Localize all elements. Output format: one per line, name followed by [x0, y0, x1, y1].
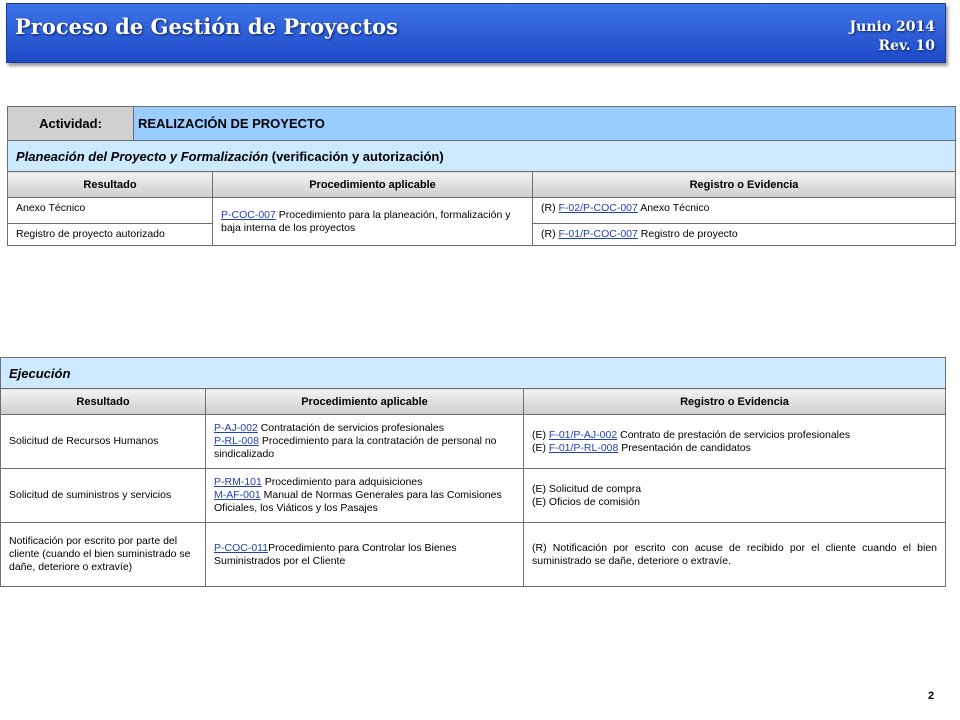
table-row	[1, 523, 946, 587]
column-header-result: Resultado	[8, 172, 213, 198]
procedure-cell	[213, 198, 533, 246]
date-label: Junio 2014	[849, 19, 935, 35]
procedure-link[interactable]: P-RM-101	[214, 476, 262, 488]
table-row	[8, 198, 956, 224]
procedure-line	[214, 489, 515, 515]
procedure-text: Procedimiento para la contratación de personal no sindicalizado	[214, 435, 497, 460]
procedure-link[interactable]: P-COC-007	[221, 208, 276, 221]
procedure-text: Manual de Normas Generales para las Comisiones Oficiales, los Viáticos y los Pasajes	[214, 489, 502, 514]
result-cell: Notificación por escrito por parte del cliente (cuando el bien suministrado se dañe, deteriore o extravíe)	[1, 523, 206, 587]
execution-column-headers	[1, 389, 946, 415]
planning-phase-header	[8, 141, 956, 172]
evidence-line	[532, 442, 937, 455]
evidence-line: (E) Oficios de comisión	[532, 495, 640, 508]
procedure-cell	[206, 415, 524, 469]
procedure-text: Contratación de servicios profesionales	[257, 422, 444, 434]
evidence-cell	[524, 415, 946, 469]
execution-phase-header	[1, 358, 946, 389]
procedure-cell	[206, 469, 524, 523]
column-header-evidence: Registro o Evidencia	[533, 172, 956, 198]
column-header-procedure: Procedimiento aplicable	[213, 172, 533, 198]
evidence-link[interactable]: F-01/P-RL-008	[548, 441, 619, 454]
procedure-cell	[206, 523, 524, 587]
evidence-line	[532, 429, 937, 442]
revision-label: Rev. 10	[878, 38, 935, 54]
evidence-cell	[533, 224, 956, 246]
result-cell: Registro de proyecto autorizado	[8, 224, 213, 246]
evidence-cell	[533, 198, 956, 224]
evidence-cell: (R) Notificación por escrito con acuse de recibido por el cliente cuando el bien suministrado se dañe, deteriore o extravíe.	[524, 523, 946, 587]
evidence-prefix: (E)	[532, 441, 549, 454]
evidence-prefix: (R)	[541, 228, 559, 240]
page-number: 2	[928, 690, 935, 702]
evidence-text: Contrato de prestación de servicios profesionales	[617, 428, 851, 441]
activity-label: Actividad:	[8, 107, 134, 141]
evidence-text: Registro de proyecto	[637, 228, 738, 240]
procedure-line	[214, 476, 515, 489]
header-banner	[6, 3, 946, 63]
procedure-link[interactable]: M-AF-001	[214, 489, 261, 501]
result-cell: Solicitud de Recursos Humanos	[1, 415, 206, 469]
version-info	[850, 18, 935, 56]
procedure-line	[214, 422, 515, 435]
planning-phase-note: (verificación y autorización)	[268, 148, 444, 164]
planning-phase-title: Planeación del Proyecto y Formalización	[16, 148, 269, 164]
evidence-link[interactable]: F-01/P-COC-007	[558, 228, 638, 240]
procedure-text: Procedimiento para la planeación, formalización y baja interna de los proyectos	[221, 208, 511, 234]
evidence-text: Anexo Técnico	[637, 202, 710, 214]
activity-value: REALIZACIÓN DE PROYECTO	[134, 107, 956, 141]
evidence-link[interactable]: F-02/P-COC-007	[558, 202, 638, 214]
execution-phase-title: Ejecución	[9, 365, 71, 381]
procedure-text: Procedimiento para adquisiciones	[261, 476, 423, 488]
evidence-link[interactable]: F-01/P-AJ-002	[548, 428, 618, 441]
result-cell: Anexo Técnico	[8, 198, 213, 224]
procedure-text: Procedimiento para Controlar los Bienes Suministrados por el Cliente	[214, 541, 457, 567]
planning-table	[7, 106, 956, 246]
column-header-evidence: Registro o Evidencia	[524, 389, 946, 415]
evidence-line: (E) Solicitud de compra	[532, 482, 642, 495]
result-cell: Solicitud de suministros y servicios	[1, 469, 206, 523]
evidence-cell	[524, 469, 946, 523]
table-row	[1, 415, 946, 469]
execution-table	[0, 357, 946, 587]
procedure-line	[214, 435, 515, 461]
column-header-result: Resultado	[1, 389, 206, 415]
table-row	[1, 469, 946, 523]
procedure-link[interactable]: P-RL-008	[214, 435, 259, 447]
planning-column-headers	[8, 172, 956, 198]
column-header-procedure: Procedimiento aplicable	[206, 389, 524, 415]
evidence-prefix: (E)	[532, 428, 549, 441]
page-title: Proceso de Gestión de Proyectos	[15, 14, 398, 39]
evidence-prefix: (R)	[541, 202, 559, 214]
procedure-link[interactable]: P-COC-011	[214, 541, 269, 554]
evidence-text: Presentación de candidatos	[618, 441, 751, 454]
procedure-link[interactable]: P-AJ-002	[214, 422, 258, 434]
